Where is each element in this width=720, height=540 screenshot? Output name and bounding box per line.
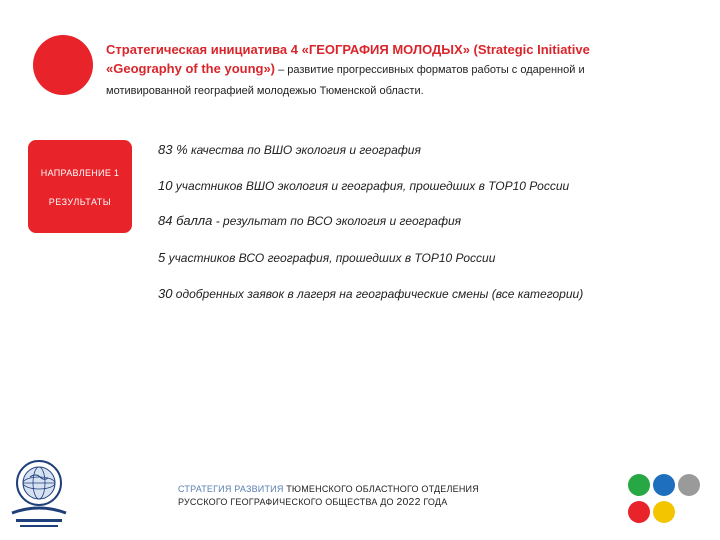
color-dots-icon	[626, 472, 706, 528]
result-item	[158, 142, 421, 157]
result-item	[158, 250, 495, 265]
slide-title	[106, 40, 666, 101]
dot-yellow-icon	[653, 501, 675, 523]
result-text: участников ВСО география, прошедших в ТОР10 России	[165, 251, 496, 265]
dot-gray-icon	[678, 474, 700, 496]
footer-line1-rest: ТЮМЕНСКОГО ОБЛАСТНОГО ОТДЕЛЕНИЯ	[283, 484, 479, 494]
result-number: 30	[158, 286, 173, 301]
result-item	[158, 286, 583, 301]
result-text: качества по ВШО экология и география	[187, 143, 421, 157]
footer-line2-suffix: ГОДА	[420, 497, 448, 507]
dot-blue-icon	[653, 474, 675, 496]
footer-line-1	[178, 483, 479, 496]
footer-year: 2022	[396, 496, 421, 508]
dot-red-icon	[628, 501, 650, 523]
result-number: 5	[158, 250, 166, 265]
result-text: - результат по ВСО экология и география	[212, 214, 462, 228]
results-label: РЕЗУЛЬТАТЫ	[48, 197, 112, 207]
result-number: 84 балла	[158, 213, 213, 228]
result-item	[158, 178, 569, 193]
direction-box	[28, 140, 132, 233]
result-number: 83 %	[158, 142, 188, 157]
footer-caption	[178, 483, 479, 509]
result-number: 10	[158, 178, 173, 193]
result-text: участников ВШО экология и география, прошедших в ТОР10 России	[172, 179, 570, 193]
rgo-emblem-icon	[8, 455, 70, 533]
title-bold: Стратегическая инициатива 4 «ГЕОГРАФИЯ МОЛОДЫХ» (Strategic Initiative «Geography of the young»)	[106, 42, 590, 76]
title-rest: – развитие прогрессивных форматов работы с одаренной и мотивированной географией молодежью Тюменской области.	[106, 64, 585, 97]
footer-accent: СТРАТЕГИЯ РАЗВИТИЯ	[178, 484, 284, 494]
result-text: одобренных заявок в лагеря на географические смены (все категории)	[172, 287, 584, 301]
footer-line-2	[178, 496, 479, 509]
dot-green-icon	[628, 474, 650, 496]
red-circle-icon	[33, 35, 93, 95]
result-item	[158, 213, 461, 228]
footer-line2-prefix: РУССКОГО ГЕОГРАФИЧЕСКОГО ОБЩЕСТВА ДО	[178, 497, 397, 507]
direction-label: НАПРАВЛЕНИЕ 1	[40, 168, 120, 178]
